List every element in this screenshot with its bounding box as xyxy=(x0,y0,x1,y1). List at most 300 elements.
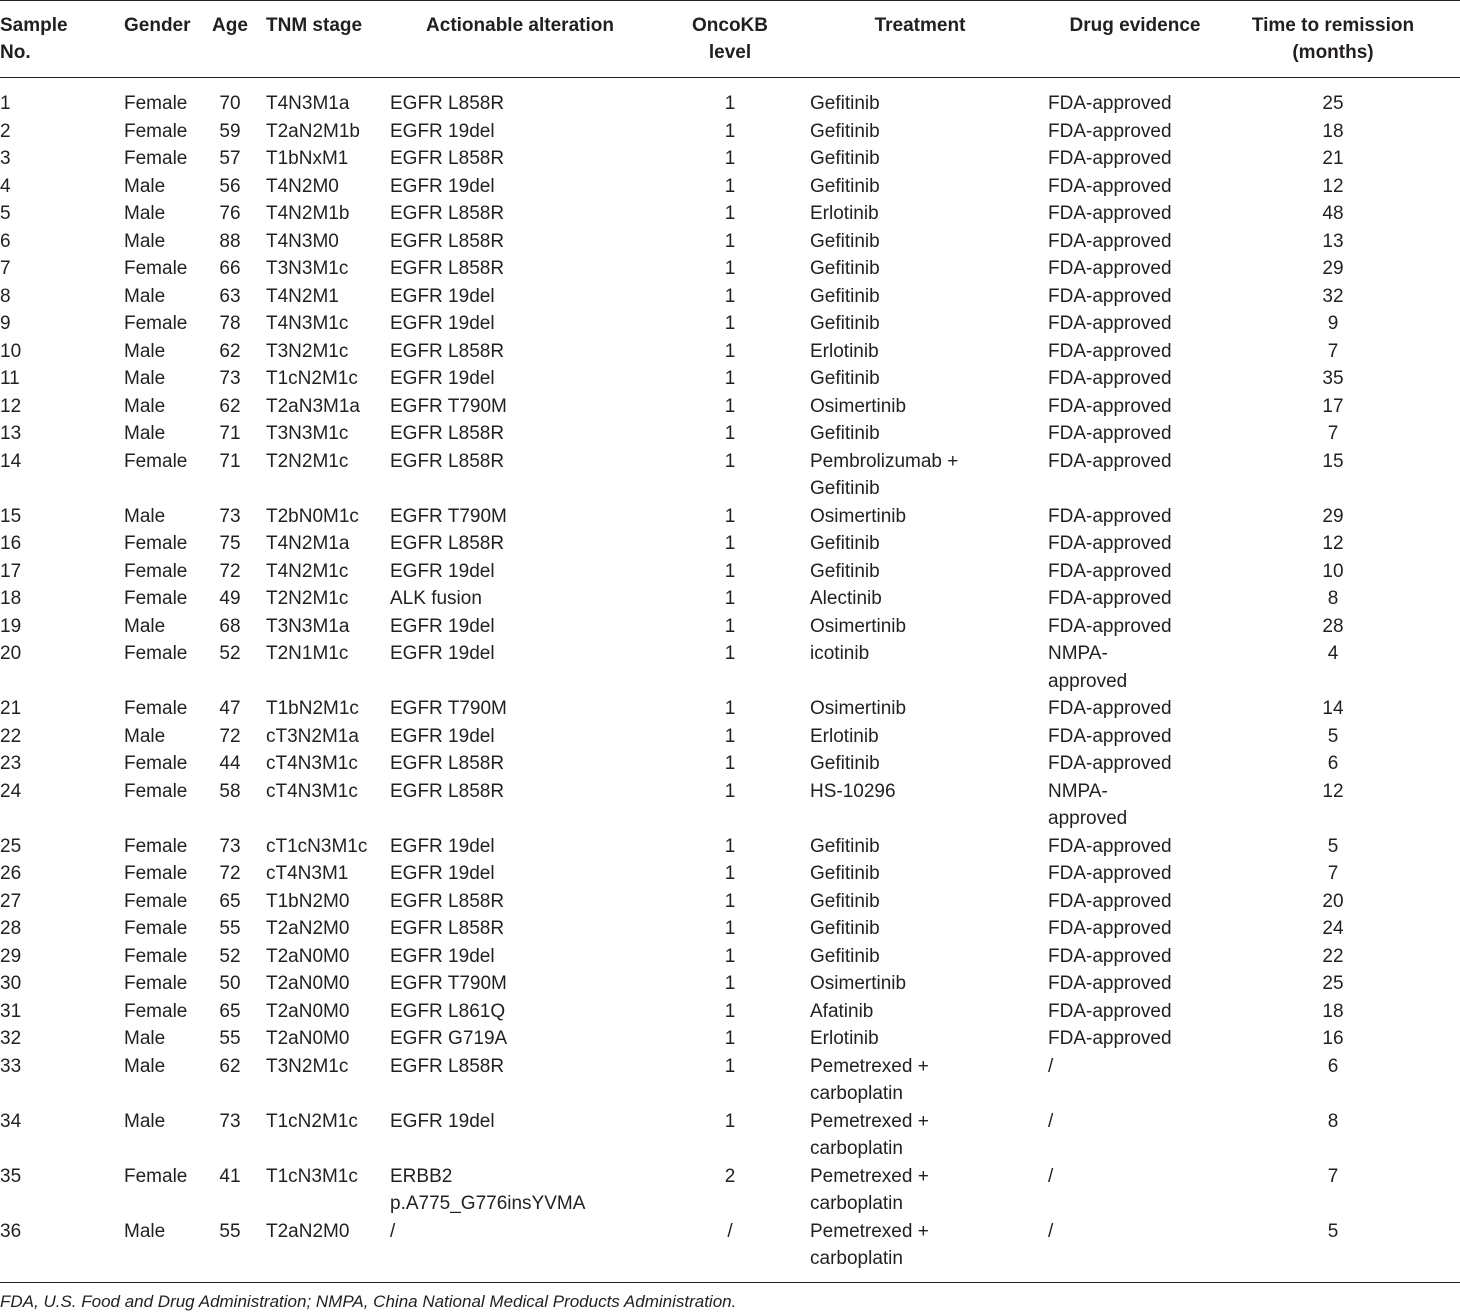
cell-evidence xyxy=(1048,1108,1228,1136)
cell-time xyxy=(1230,778,1436,806)
cell-line: 1 xyxy=(724,230,736,252)
cell-line: 5 xyxy=(1327,1220,1339,1242)
cell-line: 1 xyxy=(724,780,736,802)
cell-line: T4N2M1a xyxy=(266,533,350,554)
cell-line: 8 xyxy=(1327,588,1339,609)
cell-tnm xyxy=(266,943,386,971)
cell-line: T2N1M1c xyxy=(266,643,349,664)
cell-evidence xyxy=(1048,998,1228,1026)
cell-line: 29 xyxy=(0,945,22,967)
cell-line: FDA-approved xyxy=(1048,395,1172,417)
cell-no xyxy=(0,558,110,586)
cell-tnm xyxy=(266,393,386,421)
cell-time xyxy=(1230,750,1436,778)
cell-tnm xyxy=(266,200,386,228)
cell-level xyxy=(680,283,780,311)
cell-age xyxy=(206,1218,254,1246)
cell-line: EGFR L858R xyxy=(390,533,505,554)
cell-line: / xyxy=(1048,1110,1054,1132)
cell-line: T2aN0M0 xyxy=(266,945,350,967)
cell-alteration xyxy=(390,365,650,393)
cell-line: Female xyxy=(124,643,188,664)
column-header-line: OncoKB xyxy=(692,15,768,36)
cell-line: Male xyxy=(124,368,166,389)
cell-line: 15 xyxy=(0,505,22,527)
cell-no xyxy=(0,365,110,393)
cell-alteration xyxy=(390,1218,650,1246)
cell-alteration xyxy=(390,420,650,448)
cell-line: Gefitinib xyxy=(810,423,880,444)
cell-level xyxy=(680,338,780,366)
cell-time xyxy=(1230,173,1436,201)
cell-line: Female xyxy=(124,698,188,719)
cell-evidence xyxy=(1048,778,1228,833)
cell-gender xyxy=(124,420,214,448)
cell-gender xyxy=(124,1108,214,1136)
cell-gender xyxy=(124,1053,214,1081)
cell-line: 10 xyxy=(1322,560,1344,582)
cell-line: 1 xyxy=(724,835,736,857)
cell-line: EGFR L858R xyxy=(390,148,505,169)
cell-line: FDA-approved xyxy=(1048,835,1172,857)
cell-level xyxy=(680,860,780,888)
cell-line: carboplatin xyxy=(810,1248,903,1269)
cell-line: carboplatin xyxy=(810,1083,903,1104)
cell-line: carboplatin xyxy=(810,1138,903,1159)
cell-line: 48 xyxy=(1322,203,1344,224)
cell-line: 3 xyxy=(0,148,11,169)
cell-level xyxy=(680,888,780,916)
cell-line: EGFR L858R xyxy=(390,230,505,252)
cell-line: Osimertinib xyxy=(810,505,907,527)
cell-line: Male xyxy=(124,1055,166,1077)
cell-no xyxy=(0,1163,110,1191)
column-header-line: Age xyxy=(212,15,248,36)
cell-line: T1bNxM1 xyxy=(266,148,349,169)
cell-line: Male xyxy=(124,615,166,637)
cell-tnm xyxy=(266,723,386,751)
cell-age xyxy=(206,255,254,283)
cell-line: Osimertinib xyxy=(810,698,907,719)
cell-line: EGFR L858R xyxy=(390,890,505,912)
cell-evidence xyxy=(1048,310,1228,338)
cell-line: Erlotinib xyxy=(810,203,879,224)
cell-line: EGFR L858R xyxy=(390,753,505,774)
cell-line: 6 xyxy=(1327,753,1339,774)
cell-line: / xyxy=(1048,1055,1054,1077)
cell-line: Female xyxy=(124,533,188,554)
cell-line: 1 xyxy=(724,340,736,362)
cell-line: EGFR 19del xyxy=(390,368,495,389)
cell-line: 13 xyxy=(1322,230,1344,252)
cell-tnm xyxy=(266,530,386,558)
cell-gender xyxy=(124,200,214,228)
cell-line: EGFR L858R xyxy=(390,1055,505,1077)
cell-line: 32 xyxy=(0,1028,22,1049)
cell-age xyxy=(206,338,254,366)
cell-time xyxy=(1230,118,1436,146)
cell-line: 1 xyxy=(724,120,736,142)
cell-line: 63 xyxy=(219,285,241,307)
cell-no xyxy=(0,393,110,421)
cell-line: 12 xyxy=(1322,533,1344,554)
cell-treatment xyxy=(810,1218,1030,1273)
cell-line: 8 xyxy=(0,285,11,307)
cell-line: 36 xyxy=(0,1220,22,1242)
cell-line: 88 xyxy=(219,230,241,252)
cell-line: cT4N3M1 xyxy=(266,863,349,884)
cell-line: 1 xyxy=(724,698,736,719)
cell-line: FDA-approved xyxy=(1048,1028,1172,1049)
cell-line: Gefitinib xyxy=(810,258,880,279)
cell-no xyxy=(0,338,110,366)
cell-alteration xyxy=(390,860,650,888)
cell-line: Female xyxy=(124,120,188,142)
cell-line: Pemetrexed + xyxy=(810,1220,929,1242)
cell-line: 1 xyxy=(724,725,736,747)
cell-line: FDA-approved xyxy=(1048,175,1172,197)
cell-line: 35 xyxy=(0,1165,22,1187)
cell-no xyxy=(0,255,110,283)
cell-age xyxy=(206,833,254,861)
cell-line: 1 xyxy=(724,643,736,664)
cell-line: 1 xyxy=(724,863,736,884)
cell-line: FDA-approved xyxy=(1048,285,1172,307)
cell-level xyxy=(680,585,780,613)
cell-line: 28 xyxy=(0,918,22,939)
cell-alteration xyxy=(390,338,650,366)
cell-line: 1 xyxy=(724,1110,736,1132)
cell-line: 23 xyxy=(0,753,22,774)
cell-line: 27 xyxy=(0,890,22,912)
cell-line: T4N3M0 xyxy=(266,230,339,252)
cell-line: FDA-approved xyxy=(1048,230,1172,252)
cell-line: 1 xyxy=(724,918,736,939)
cell-tnm xyxy=(266,145,386,173)
cell-line: 71 xyxy=(219,450,241,472)
cell-line: 12 xyxy=(1322,780,1344,802)
cell-line: EGFR 19del xyxy=(390,863,495,884)
cell-line: Erlotinib xyxy=(810,1028,879,1049)
cell-alteration xyxy=(390,118,650,146)
cell-age xyxy=(206,915,254,943)
cell-line: T1cN2M1c xyxy=(266,368,358,389)
cell-treatment xyxy=(810,228,1030,256)
cell-level xyxy=(680,365,780,393)
cell-level xyxy=(680,723,780,751)
cell-alteration xyxy=(390,970,650,998)
cell-line: Gefitinib xyxy=(810,533,880,554)
cell-age xyxy=(206,1025,254,1053)
cell-gender xyxy=(124,365,214,393)
cell-tnm xyxy=(266,778,386,806)
cell-line: 15 xyxy=(1322,450,1344,472)
cell-line: 62 xyxy=(219,395,241,417)
cell-line: 1 xyxy=(724,615,736,637)
cell-no xyxy=(0,1025,110,1053)
cell-line: 22 xyxy=(1322,945,1344,967)
cell-time xyxy=(1230,1025,1436,1053)
cell-line: FDA-approved xyxy=(1048,560,1172,582)
cell-line: 26 xyxy=(0,863,22,884)
cell-line: icotinib xyxy=(810,643,870,664)
cell-line: 52 xyxy=(219,643,241,664)
cell-level xyxy=(680,915,780,943)
cell-gender xyxy=(124,393,214,421)
cell-no xyxy=(0,778,110,806)
cell-evidence xyxy=(1048,1025,1228,1053)
cell-line: ERBB2 xyxy=(390,1165,453,1187)
cell-gender xyxy=(124,998,214,1026)
cell-tnm xyxy=(266,365,386,393)
cell-no xyxy=(0,1108,110,1136)
cell-line: 56 xyxy=(219,175,241,197)
cell-line: EGFR L858R xyxy=(390,258,505,279)
cell-line: EGFR 19del xyxy=(390,313,495,334)
cell-no xyxy=(0,283,110,311)
column-header-line: Treatment xyxy=(874,15,966,36)
cell-line: Gefitinib xyxy=(810,313,880,334)
cell-evidence xyxy=(1048,888,1228,916)
cell-treatment xyxy=(810,448,1030,503)
cell-line: Gefitinib xyxy=(810,560,880,582)
cell-age xyxy=(206,558,254,586)
column-header xyxy=(0,12,110,66)
cell-line: FDA-approved xyxy=(1048,725,1172,747)
cell-no xyxy=(0,310,110,338)
cell-line: 58 xyxy=(219,780,241,802)
cell-line: T3N2M1c xyxy=(266,340,349,362)
cell-level xyxy=(680,1053,780,1081)
cell-line: Male xyxy=(124,1110,166,1132)
cell-evidence xyxy=(1048,860,1228,888)
cell-alteration xyxy=(390,1053,650,1081)
cell-evidence xyxy=(1048,145,1228,173)
cell-line: 66 xyxy=(219,258,241,279)
cell-line: 18 xyxy=(1322,120,1344,142)
cell-line: 33 xyxy=(0,1055,22,1077)
cell-line: 57 xyxy=(219,148,241,169)
cell-line: Gefitinib xyxy=(810,148,880,169)
cell-line: 50 xyxy=(219,973,241,994)
cell-line: T4N2M1b xyxy=(266,203,350,224)
cell-evidence xyxy=(1048,695,1228,723)
cell-line: T3N3M1c xyxy=(266,423,349,444)
cell-line: EGFR T790M xyxy=(390,973,507,994)
cell-alteration xyxy=(390,778,650,806)
cell-evidence xyxy=(1048,200,1228,228)
cell-level xyxy=(680,1025,780,1053)
cell-line: T1cN2M1c xyxy=(266,1110,358,1132)
cell-evidence xyxy=(1048,1163,1228,1191)
cell-age xyxy=(206,613,254,641)
cell-evidence xyxy=(1048,943,1228,971)
cell-line: 71 xyxy=(219,423,241,444)
cell-tnm xyxy=(266,1108,386,1136)
cell-treatment xyxy=(810,970,1030,998)
cell-line: 5 xyxy=(0,203,11,224)
cell-line: 4 xyxy=(0,175,11,197)
cell-line: EGFR 19del xyxy=(390,643,495,664)
cell-gender xyxy=(124,173,214,201)
cell-line: 1 xyxy=(724,588,736,609)
cell-age xyxy=(206,118,254,146)
cell-line: FDA-approved xyxy=(1048,93,1172,114)
cell-time xyxy=(1230,558,1436,586)
cell-evidence xyxy=(1048,393,1228,421)
cell-line: 1 xyxy=(724,423,736,444)
cell-evidence xyxy=(1048,750,1228,778)
cell-line: FDA-approved xyxy=(1048,918,1172,939)
cell-level xyxy=(680,1108,780,1136)
cell-tnm xyxy=(266,613,386,641)
cell-no xyxy=(0,1053,110,1081)
cell-gender xyxy=(124,1025,214,1053)
cell-gender xyxy=(124,970,214,998)
cell-time xyxy=(1230,448,1436,476)
cell-tnm xyxy=(266,750,386,778)
cell-treatment xyxy=(810,338,1030,366)
column-header xyxy=(1040,12,1230,39)
cell-line: 9 xyxy=(0,313,11,334)
cell-line: 20 xyxy=(0,643,22,664)
cell-age xyxy=(206,695,254,723)
cell-line: 73 xyxy=(219,368,241,389)
cell-level xyxy=(680,943,780,971)
cell-line: 1 xyxy=(724,148,736,169)
cell-level xyxy=(680,90,780,118)
cell-no xyxy=(0,833,110,861)
cell-alteration xyxy=(390,200,650,228)
cell-line: EGFR L858R xyxy=(390,340,505,362)
cell-level xyxy=(680,613,780,641)
cell-line: 13 xyxy=(0,423,22,444)
cell-evidence xyxy=(1048,723,1228,751)
cell-treatment xyxy=(810,420,1030,448)
cell-age xyxy=(206,145,254,173)
cell-line: / xyxy=(1048,1220,1054,1242)
cell-no xyxy=(0,723,110,751)
cell-no xyxy=(0,998,110,1026)
column-header-line: Actionable alteration xyxy=(426,15,614,36)
cell-line: Gefitinib xyxy=(810,175,880,197)
cell-no xyxy=(0,915,110,943)
cell-line: cT3N2M1a xyxy=(266,725,359,747)
cell-treatment xyxy=(810,833,1030,861)
cell-line: FDA-approved xyxy=(1048,148,1172,169)
cell-time xyxy=(1230,200,1436,228)
cell-tnm xyxy=(266,420,386,448)
cell-evidence xyxy=(1048,90,1228,118)
cell-alteration xyxy=(390,310,650,338)
cell-gender xyxy=(124,310,214,338)
cell-line: NMPA- xyxy=(1048,643,1108,664)
cell-line: EGFR L858R xyxy=(390,780,505,802)
cell-line: 9 xyxy=(1327,313,1339,334)
cell-gender xyxy=(124,723,214,751)
cell-line: Female xyxy=(124,258,188,279)
cell-evidence xyxy=(1048,833,1228,861)
cell-line: 55 xyxy=(219,1028,241,1049)
cell-evidence xyxy=(1048,915,1228,943)
cell-evidence xyxy=(1048,228,1228,256)
cell-time xyxy=(1230,283,1436,311)
cell-line: Pemetrexed + xyxy=(810,1055,929,1077)
cell-line: EGFR 19del xyxy=(390,835,495,857)
cell-alteration xyxy=(390,640,650,668)
cell-line: / xyxy=(1048,1165,1054,1187)
cell-line: T4N3M1c xyxy=(266,313,349,334)
cell-gender xyxy=(124,888,214,916)
cell-line: 11 xyxy=(0,368,20,389)
column-header-line: No. xyxy=(0,42,31,63)
column-header xyxy=(780,12,1060,39)
cell-line: 17 xyxy=(0,560,22,582)
cell-time xyxy=(1230,145,1436,173)
cell-line: 1 xyxy=(724,450,736,472)
cell-line: Gefitinib xyxy=(810,93,880,114)
cell-alteration xyxy=(390,585,650,613)
cell-line: p.A775_G776insYVMA xyxy=(390,1193,586,1214)
cell-tnm xyxy=(266,1053,386,1081)
cell-line: T4N3M1a xyxy=(266,93,350,114)
cell-time xyxy=(1230,998,1436,1026)
cell-treatment xyxy=(810,90,1030,118)
cell-evidence xyxy=(1048,173,1228,201)
cell-line: 1 xyxy=(724,945,736,967)
column-header-line: (months) xyxy=(1292,42,1374,63)
cell-line: 72 xyxy=(219,560,241,582)
cell-no xyxy=(0,530,110,558)
cell-gender xyxy=(124,255,214,283)
cell-line: NMPA- xyxy=(1048,780,1108,802)
cell-tnm xyxy=(266,90,386,118)
cell-line: 73 xyxy=(219,835,241,857)
cell-line: 1 xyxy=(724,890,736,912)
cell-line: 7 xyxy=(0,258,11,279)
cell-line: ALK fusion xyxy=(390,588,482,609)
cell-evidence xyxy=(1048,365,1228,393)
cell-line: 7 xyxy=(1327,863,1339,884)
cell-level xyxy=(680,228,780,256)
cell-time xyxy=(1230,255,1436,283)
cell-line: Female xyxy=(124,890,188,912)
cell-line: 34 xyxy=(0,1110,22,1132)
cell-level xyxy=(680,420,780,448)
cell-line: Female xyxy=(124,945,188,967)
cell-line: 1 xyxy=(0,93,11,114)
cell-line: cT1cN3M1c xyxy=(266,835,368,857)
cell-time xyxy=(1230,1163,1436,1191)
cell-line: T1cN3M1c xyxy=(266,1165,358,1187)
cell-line: Gefitinib xyxy=(810,368,880,389)
cell-age xyxy=(206,970,254,998)
cell-treatment xyxy=(810,943,1030,971)
cell-line: 12 xyxy=(0,395,22,417)
cell-line: EGFR 19del xyxy=(390,175,495,197)
cell-line: EGFR T790M xyxy=(390,395,507,417)
cell-age xyxy=(206,393,254,421)
cell-line: 1 xyxy=(724,285,736,307)
cell-no xyxy=(0,448,110,476)
cell-no xyxy=(0,503,110,531)
cell-alteration xyxy=(390,558,650,586)
cell-line: Osimertinib xyxy=(810,615,907,637)
cell-evidence xyxy=(1048,255,1228,283)
cell-time xyxy=(1230,585,1436,613)
cell-line: Male xyxy=(124,230,166,252)
cell-alteration xyxy=(390,943,650,971)
